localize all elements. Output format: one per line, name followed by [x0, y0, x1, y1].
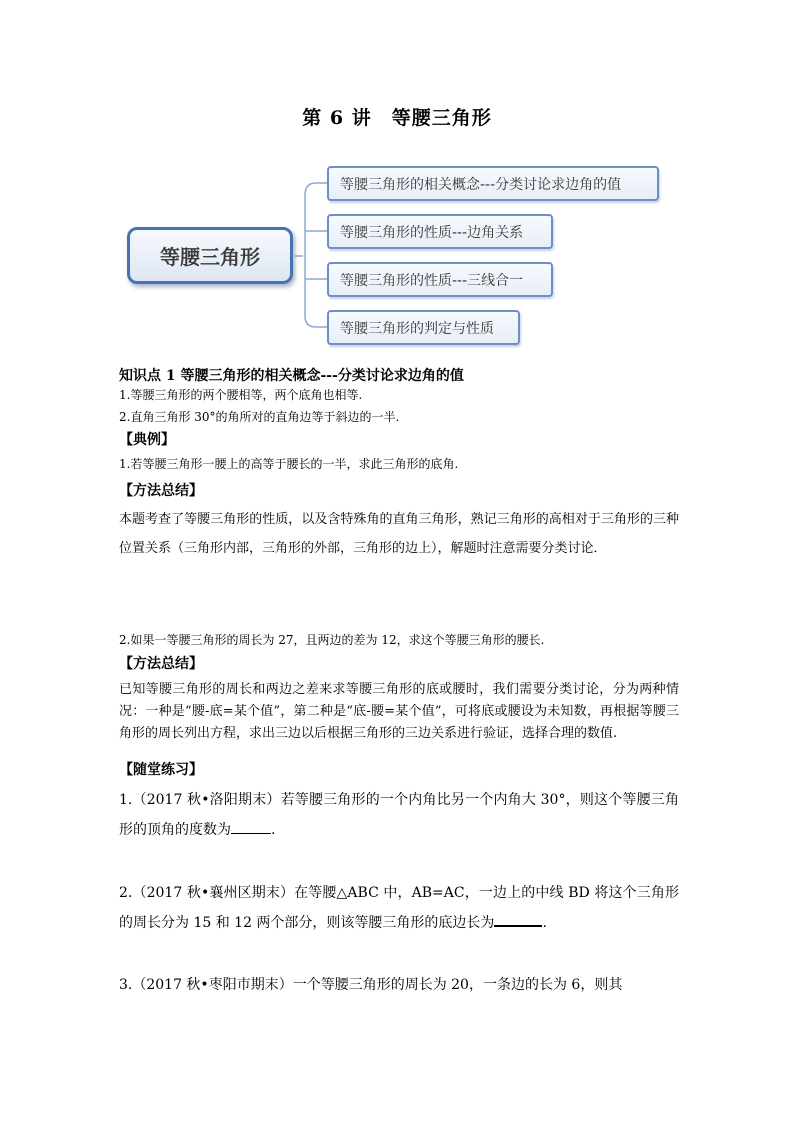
question-1-end: .	[271, 822, 276, 838]
example-1: 1.若等腰三角形一腰上的高等于腰长的一半，求此三角形的底角.	[119, 457, 459, 471]
page-title: 第 6 讲 等腰三角形	[302, 107, 492, 129]
answer-blank-2[interactable]	[494, 911, 542, 927]
mindmap-branch-judgement: 等腰三角形的判定与性质	[327, 310, 520, 345]
practice-heading: 【随堂练习】	[119, 762, 203, 778]
practice-question-3: 3.（2017 秋•枣阳市期末）一个等腰三角形的周长为 20，一条边的长为 6，则其	[119, 977, 623, 993]
example-2: 2.如果一等腰三角形的周长为 27，且两边的差为 12，求这个等腰三角形的腰长.	[119, 633, 545, 647]
practice-question-2	[119, 878, 679, 938]
mindmap-branch-side-angle: 等腰三角形的性质---边角关系	[327, 214, 553, 249]
method-heading-2: 【方法总结】	[119, 656, 203, 672]
method-summary-2: 已知等腰三角形的周长和两边之差来求等腰三角形的底或腰时，我们需要分类讨论，分为两种情况：一种是“腰-底=某个值”，第二种是“底-腰=某个值”，可将底或腰设为未知数，再根据等腰三角形的周长列出方程，求出三边以后根据三角形的三边关系进行验证，选择合理的数值.	[119, 682, 679, 741]
method-heading-1: 【方法总结】	[119, 483, 203, 499]
mindmap-branch-concepts: 等腰三角形的相关概念---分类讨论求边角的值	[327, 166, 659, 201]
knowledge-line-1: 1.等腰三角形的两个腰相等，两个底角也相等.	[119, 388, 363, 402]
question-1-text: 1.（2017 秋•洛阳期末）若等腰三角形的一个内角比另一个内角大 30°，则这个等腰三角形的顶角的度数为	[119, 792, 679, 838]
answer-blank-1[interactable]	[231, 819, 271, 834]
question-2-text: 2.（2017 秋•襄州区期末）在等腰△ABC 中，AB=AC，一边上的中线 BD 将这个三角形的周长分为 15 和 12 两个部分，则该等腰三角形的底边长为	[119, 885, 679, 931]
practice-question-1	[119, 785, 679, 845]
example-heading: 【典例】	[119, 432, 175, 448]
mindmap-branch-three-lines: 等腰三角形的性质---三线合一	[327, 262, 553, 297]
question-2-end: .	[542, 915, 547, 931]
knowledge-line-2: 2.直角三角形 30°的角所对的直角边等于斜边的一半.	[119, 410, 400, 424]
mindmap-root: 等腰三角形	[127, 227, 293, 284]
method-summary-1: 本题考查了等腰三角形的性质，以及含特殊角的直角三角形，熟记三角形的高相对于三角形的三种位置关系（三角形内部，三角形的外部，三角形的边上），解题时注意需要分类讨论．	[119, 512, 679, 556]
knowledge-point-heading: 知识点 1 等腰三角形的相关概念---分类讨论求边角的值	[119, 368, 464, 384]
